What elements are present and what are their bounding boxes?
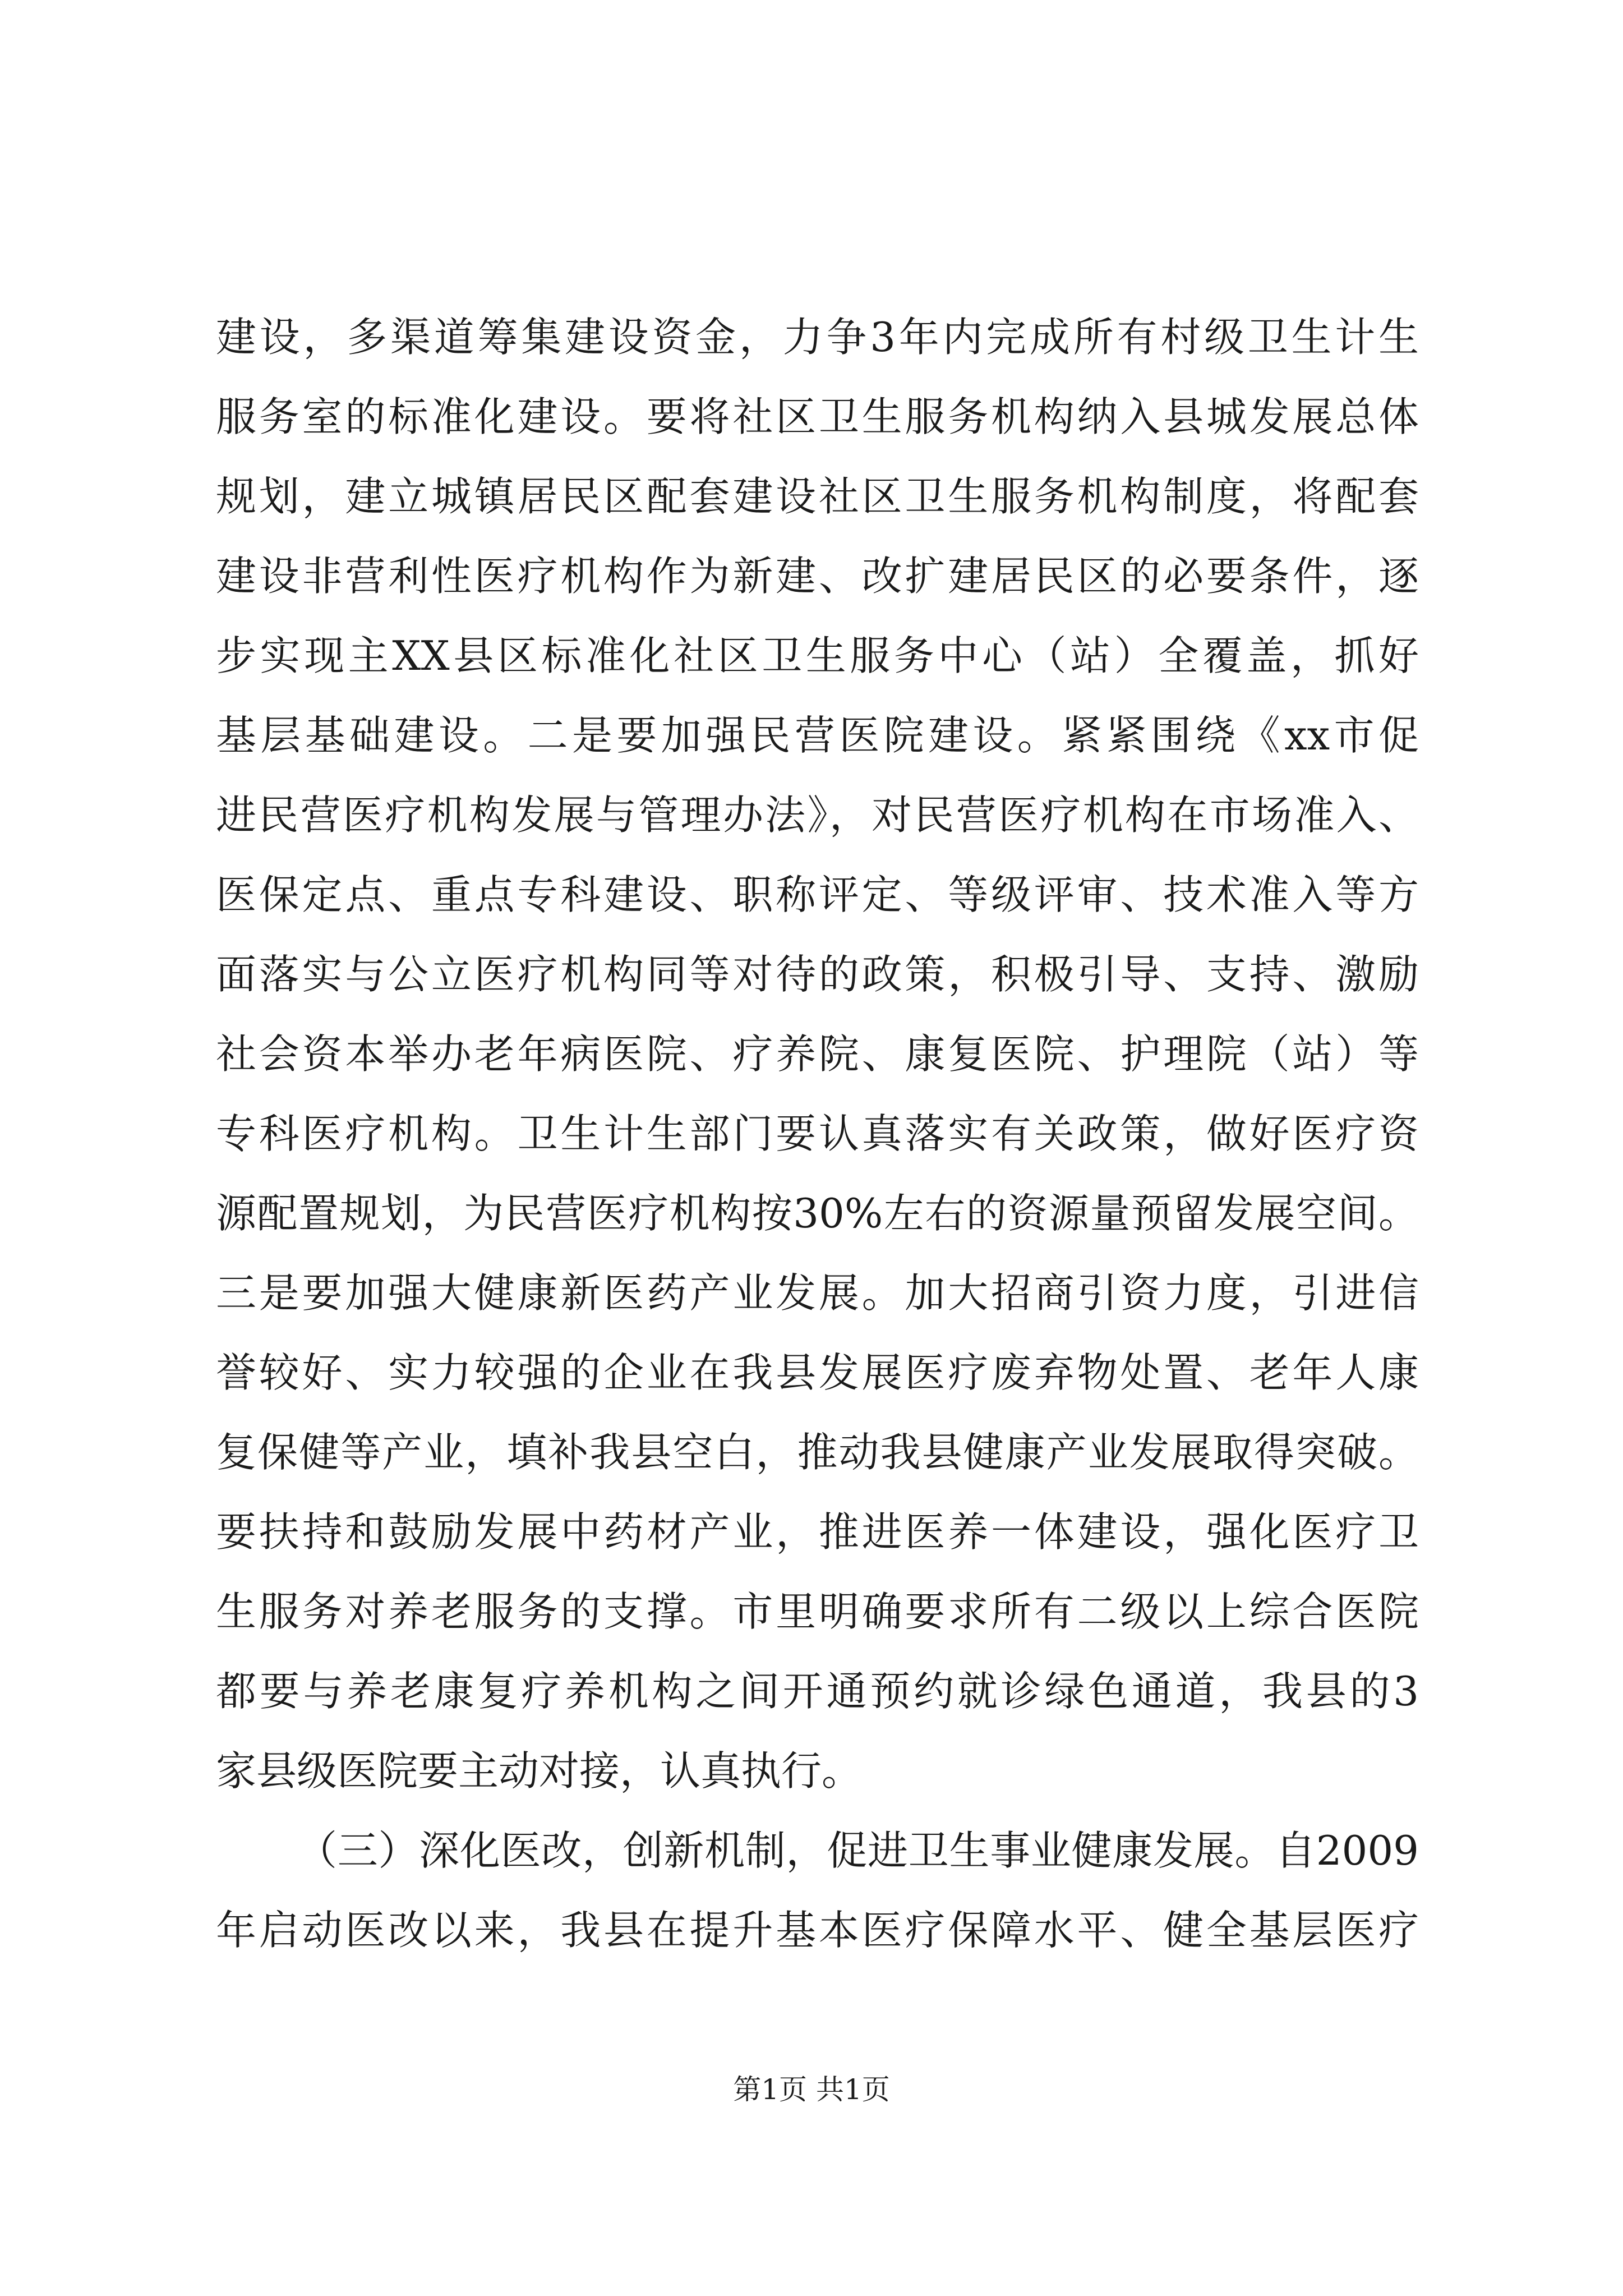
text-line: 复保健等产业，填补我县空白，推动我县健康产业发展取得突破。 bbox=[216, 1429, 1419, 1476]
text-line: 步实现主XX县区标准化社区卫生服务中心（站）全覆盖，抓好 bbox=[216, 632, 1419, 679]
text-line: 都要与养老康复疗养机构之间开通预约就诊绿色通道，我县的3 bbox=[216, 1668, 1419, 1715]
text-line: 三是要加强大健康新医药产业发展。加大招商引资力度，引进信 bbox=[216, 1269, 1419, 1317]
text-line: 服务室的标准化建设。要将社区卫生服务机构纳入县城发展总体 bbox=[216, 393, 1419, 440]
text-line: 社会资本举办老年病医院、疗养院、康复医院、护理院（站）等 bbox=[216, 1030, 1419, 1078]
page-number-label: 第1页 共1页 bbox=[733, 2073, 890, 2106]
text-line: 建设，多渠道筹集建设资金，力争3年内完成所有村级卫生计生 bbox=[216, 314, 1419, 361]
text-line: 源配置规划，为民营医疗机构按30%左右的资源量预留发展空间。 bbox=[216, 1190, 1419, 1237]
text-line: 规划，建立城镇居民区配套建设社区卫生服务机构制度，将配套 bbox=[216, 473, 1419, 520]
text-line: 要扶持和鼓励发展中药材产业，推进医养一体建设，强化医疗卫 bbox=[216, 1508, 1419, 1556]
text-line: 医保定点、重点专科建设、职称评定、等级评审、技术准入等方 bbox=[216, 871, 1419, 918]
text-line: 基层基础建设。二是要加强民营医院建设。紧紧围绕《xx市促 bbox=[216, 712, 1419, 759]
text-line: 专科医疗机构。卫生计生部门要认真落实有关政策，做好医疗资 bbox=[216, 1110, 1419, 1157]
text-line: 面落实与公立医疗机构同等对待的政策，积极引导、支持、激励 bbox=[216, 951, 1419, 998]
page-footer bbox=[0, 2070, 1623, 2109]
text-line-paragraph-start: （三）深化医改，创新机制，促进卫生事业健康发展。自2009 bbox=[297, 1827, 1419, 1874]
text-line: 年启动医改以来，我县在提升基本医疗保障水平、健全基层医疗 bbox=[216, 1907, 1419, 1954]
text-line: 进民营医疗机构发展与管理办法》，对民营医疗机构在市场准入、 bbox=[216, 792, 1419, 839]
text-line: 建设非营利性医疗机构作为新建、改扩建居民区的必要条件，逐 bbox=[216, 553, 1419, 600]
text-line: 生服务对养老服务的支撑。市里明确要求所有二级以上综合医院 bbox=[216, 1588, 1419, 1635]
text-line: 誉较好、实力较强的企业在我县发展医疗废弃物处置、老年人康 bbox=[216, 1349, 1419, 1396]
document-body bbox=[216, 297, 1419, 1970]
text-line-paragraph-end: 家县级医院要主动对接，认真执行。 bbox=[216, 1747, 863, 1795]
